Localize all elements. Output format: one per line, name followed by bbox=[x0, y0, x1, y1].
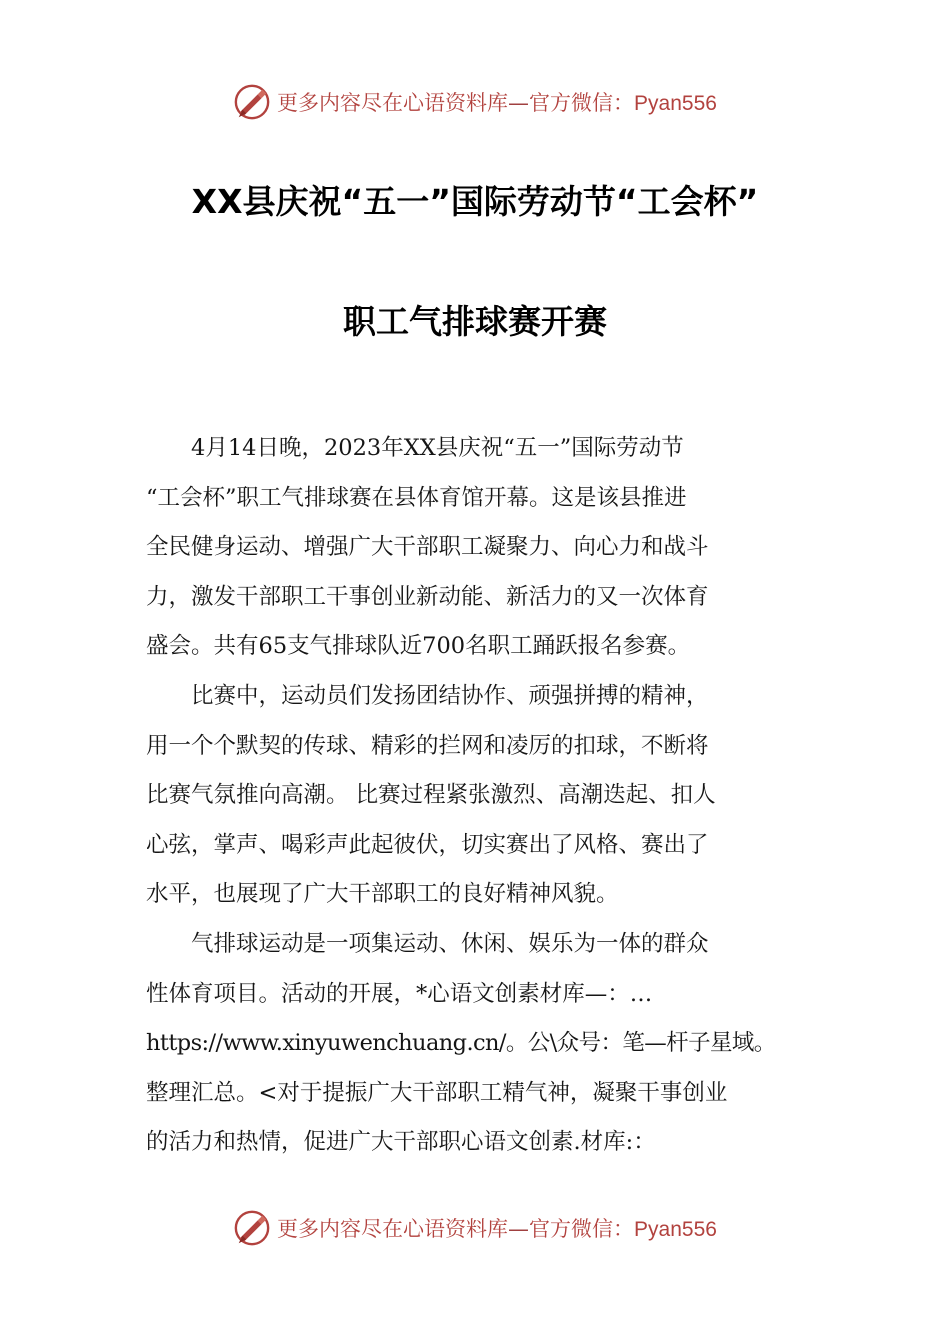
paragraph-line: 4月14日晚，2023年XX县庆祝“五一”国际劳动节 bbox=[191, 435, 684, 461]
paragraph-line: 心弦，掌声、喝彩声此起彼伏，切实赛出了风格、赛出了 bbox=[146, 831, 709, 858]
pen-logo-icon bbox=[233, 83, 271, 121]
footer-watermark-banner bbox=[0, 1208, 950, 1248]
paragraph-3 bbox=[146, 920, 806, 1168]
paragraph-line: 全民健身运动、增强广大干部职工凝聚力、向心力和战斗 bbox=[146, 534, 709, 561]
paragraph-line: 气排球运动是一项集运动、休闲、娱乐为一体的群众 bbox=[191, 930, 709, 957]
footer-banner-wechat-id: Pyan556 bbox=[634, 1218, 717, 1241]
paragraph-line: 水平，也展现了广大干部职工的良好精神风貌。 bbox=[146, 881, 619, 908]
paragraph-2 bbox=[146, 672, 806, 920]
footer-banner-slogan: 更多内容尽在心语资料库 bbox=[277, 1217, 509, 1241]
paragraph-line: 的活力和热情，促进广大干部职心语文创素.材库:： bbox=[146, 1129, 656, 1156]
header-banner-slogan: 更多内容尽在心语资料库 bbox=[277, 91, 509, 115]
footer-banner-wechat-label: 官方微信： bbox=[529, 1217, 635, 1241]
paragraph-line: 盛会。共有65支气排球队近700名职工踊跃报名参赛。 bbox=[146, 633, 691, 660]
paragraph-line: 整理汇总。<对于提振广大干部职工精气神，凝聚干事创业 bbox=[146, 1079, 728, 1106]
paragraph-line: 性体育项目。活动的开展，*心语文创素材库—：… bbox=[146, 980, 653, 1007]
document-body bbox=[146, 424, 806, 1168]
paragraph-line: “工会杯”职工气排球赛在县体育馆开幕。这是该县推进 bbox=[146, 484, 687, 511]
paragraph-line: https://www.xinyuwenchuang.cn/。公\众号：笔—杆子星域。 bbox=[146, 1030, 776, 1057]
paragraph-1 bbox=[146, 424, 806, 672]
header-watermark-banner bbox=[0, 82, 950, 122]
paragraph-line: 用一个个默契的传球、精彩的拦网和凌厉的扣球，不断将 bbox=[146, 732, 709, 759]
paragraph-line: 比赛中，运动员们发扬团结协作、顽强拼搏的精神， bbox=[191, 682, 709, 709]
footer-banner-text bbox=[277, 1213, 717, 1243]
document-title-line-1: XX县庆祝“五一”国际劳动节“工会杯” bbox=[191, 182, 759, 221]
header-banner-wechat-label: 官方微信： bbox=[529, 91, 635, 115]
footer-banner-separator: — bbox=[508, 1217, 530, 1241]
pen-logo-icon bbox=[233, 1209, 271, 1247]
header-banner-text bbox=[277, 87, 717, 117]
header-banner-wechat-id: Pyan556 bbox=[634, 92, 717, 115]
document-title-line-2: 职工气排球赛开赛 bbox=[343, 302, 607, 341]
paragraph-line: 比赛气氛推向高潮。 比赛过程紧张激烈、高潮迭起、扣人 bbox=[146, 782, 716, 809]
paragraph-line: 力，激发干部职工干事创业新动能、新活力的又一次体育 bbox=[146, 583, 709, 610]
header-banner-separator: — bbox=[508, 91, 530, 115]
